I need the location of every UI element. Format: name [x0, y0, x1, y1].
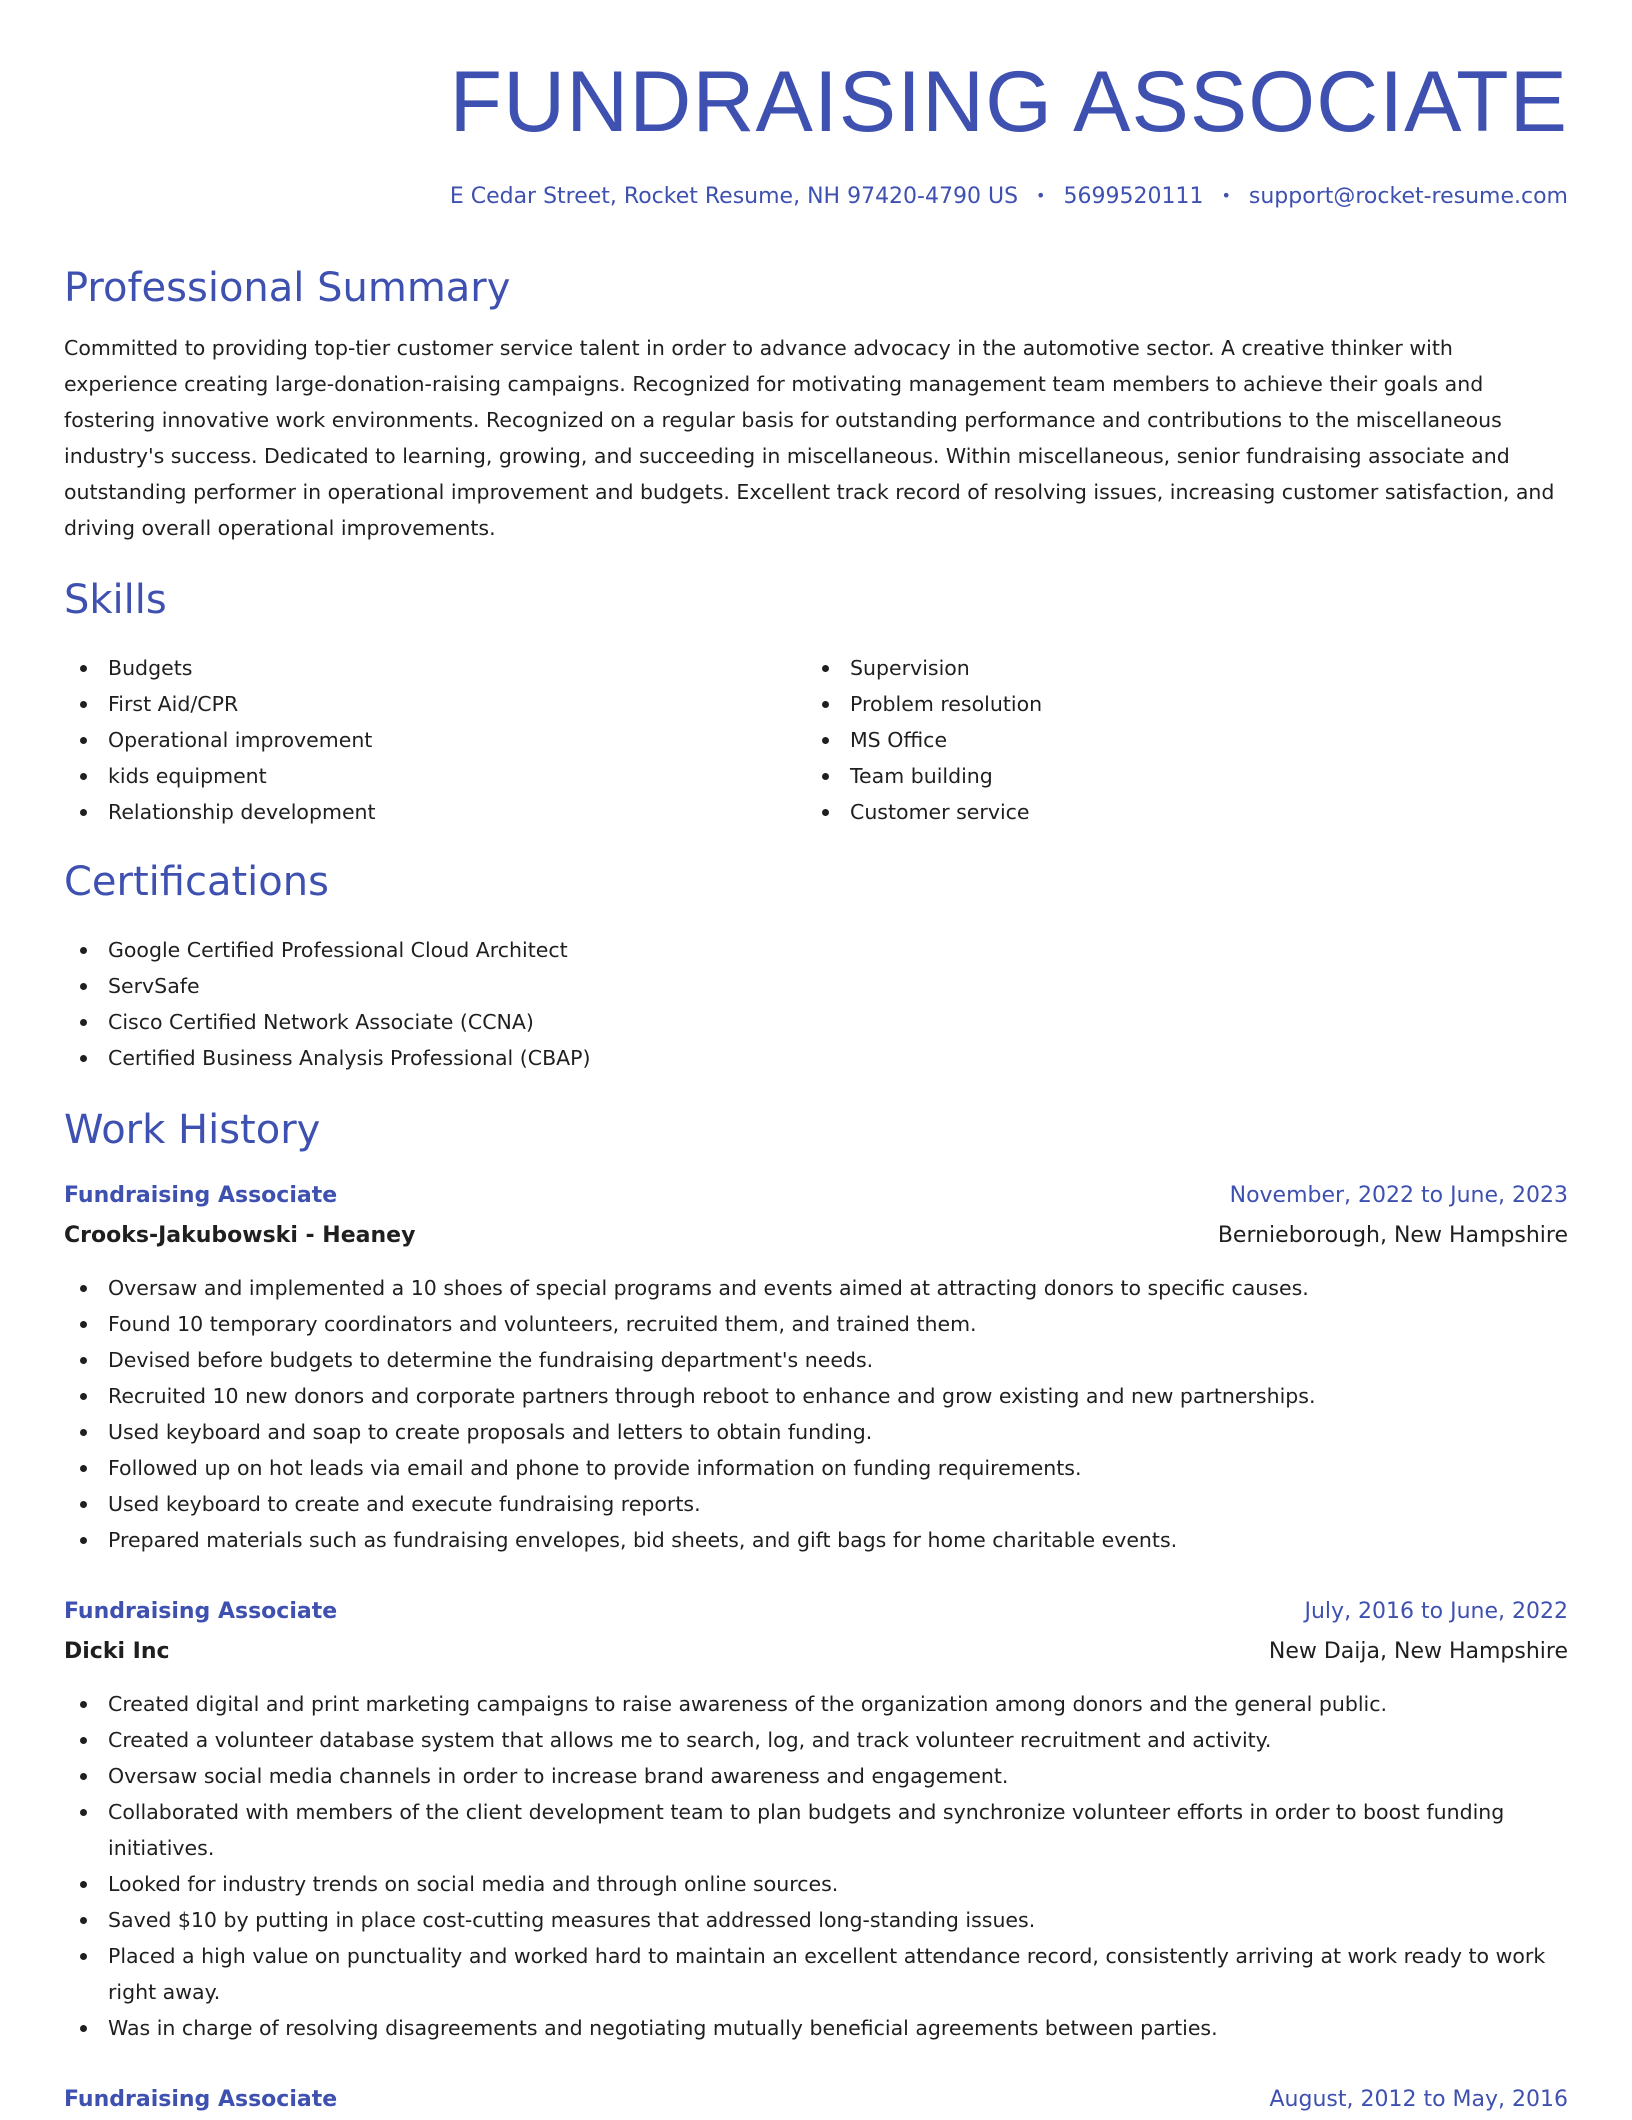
skill-item: Operational improvement: [64, 722, 784, 758]
job-bullet: Used keyboard and soap to create proposals and letters to obtain funding.: [64, 1414, 1568, 1450]
skill-item: Problem resolution: [806, 686, 1526, 722]
certification-item: Google Certified Professional Cloud Architect: [64, 932, 1568, 968]
certification-item: Cisco Certified Network Associate (CCNA): [64, 1004, 1568, 1040]
job-bullet: Created a volunteer database system that allows me to search, log, and track volunteer recruitment and activity.: [64, 1722, 1568, 1758]
job-bullet: Created digital and print marketing campaigns to raise awareness of the organization among donors and the general public.: [64, 1686, 1568, 1722]
job-bullet: Devised before budgets to determine the fundraising department's needs.: [64, 1342, 1568, 1378]
resume-name-title: FUNDRAISING ASSOCIATE: [449, 54, 1568, 150]
certifications-list: [64, 932, 1568, 1076]
job-bullet: Found 10 temporary coordinators and volunteers, recruited them, and trained them.: [64, 1306, 1568, 1342]
job-bullet: Oversaw social media channels in order to increase brand awareness and engagement.: [64, 1758, 1568, 1794]
skill-item: Budgets: [64, 650, 784, 686]
contact-phone: 5699520111: [1063, 184, 1204, 209]
skills-list-right: [806, 650, 1526, 830]
contact-line: [450, 180, 1568, 215]
certification-item: Certified Business Analysis Professional (CBAP): [64, 1040, 1568, 1076]
skills-list-left: [64, 650, 784, 830]
job-bullet: Collaborated with members of the client development team to plan budgets and synchronize volunteer efforts in order to boost funding initiatives.: [64, 1794, 1568, 1866]
job-company-row: [64, 1632, 1568, 1672]
summary-heading: Professional Summary: [64, 265, 511, 311]
job-bullet: Saved $10 by putting in place cost-cutting measures that addressed long-standing issues.: [64, 1902, 1568, 1938]
summary-text: Committed to providing top-tier customer service talent in order to advance advocacy in the automotive sector. A creative thinker with experience creating large-donation-raising campaigns. Recognized for motivating management team members to achieve their goals and fostering innovative work environments. Recognized on a regular basis for outstanding performance and contributions to the miscellaneous industry's success. Dedicated to learning, growing, and succeeding in miscellaneous. Within miscellaneous, senior fundraising associate and outstanding performer in operational improvement and budgets. Excellent track record of resolving issues, increasing customer satisfaction, and driving overall operational improvements.: [64, 336, 1555, 540]
job-bullet: Looked for industry trends on social media and through online sources.: [64, 1866, 1568, 1902]
skill-item: Customer service: [806, 794, 1526, 830]
job-header-row: [64, 1176, 1568, 1216]
job-bullet: Used keyboard to create and execute fundraising reports.: [64, 1486, 1568, 1522]
job-bullet: Followed up on hot leads via email and phone to provide information on funding requirements.: [64, 1450, 1568, 1486]
job-bullet: Prepared materials such as fundraising envelopes, bid sheets, and gift bags for home charitable events.: [64, 1522, 1568, 1558]
job-title: Fundraising Associate: [64, 1599, 338, 1624]
job-bullet: Recruited 10 new donors and corporate partners through reboot to enhance and grow existing and new partnerships.: [64, 1378, 1568, 1414]
resume-page: [64, 0, 1568, 2112]
work-history-heading: Work History: [64, 1107, 321, 1153]
certification-item: ServSafe: [64, 968, 1568, 1004]
skill-item: First Aid/CPR: [64, 686, 784, 722]
job-bullets: [64, 1270, 1568, 1558]
skill-item: MS Office: [806, 722, 1526, 758]
job-company: Crooks-Jakubowski - Heaney: [64, 1223, 416, 1248]
job-bullet: Was in charge of resolving disagreements and negotiating mutually beneficial agreements between parties.: [64, 2010, 1568, 2046]
job-bullet: Oversaw and implemented a 10 shoes of special programs and events aimed at attracting donors to specific causes.: [64, 1270, 1568, 1306]
job-location: New Daija, New Hampshire: [1268, 1639, 1568, 1664]
job-title: Fundraising Associate: [64, 2087, 338, 2112]
skill-item: Team building: [806, 758, 1526, 794]
job-location: Bernieborough, New Hampshire: [1217, 1223, 1568, 1248]
skill-item: kids equipment: [64, 758, 784, 794]
job-company: Dicki Inc: [64, 1639, 170, 1664]
job-header-row: [64, 2080, 1568, 2120]
job-title: Fundraising Associate: [64, 1183, 338, 1208]
job-dates: July, 2016 to June, 2022: [1304, 1599, 1568, 1624]
job-dates: August, 2012 to May, 2016: [1269, 2087, 1568, 2112]
job-header-row: [64, 1592, 1568, 1632]
skill-item: Supervision: [806, 650, 1526, 686]
skill-item: Relationship development: [64, 794, 784, 830]
certifications-heading: Certifications: [64, 859, 329, 905]
job-bullets: [64, 1686, 1568, 2046]
contact-email[interactable]: support@rocket-resume.com: [1248, 184, 1568, 209]
job-company-row: [64, 1216, 1568, 1256]
contact-address: E Cedar Street, Rocket Resume, NH 97420-4790 US: [449, 184, 1019, 209]
contact-separator: •: [1036, 186, 1046, 205]
skills-heading: Skills: [64, 577, 167, 623]
contact-separator: •: [1221, 186, 1231, 205]
job-bullet: Placed a high value on punctuality and worked hard to maintain an excellent attendance record, consistently arriving at work ready to work right away.: [64, 1938, 1568, 2010]
job-dates: November, 2022 to June, 2023: [1229, 1183, 1568, 1208]
